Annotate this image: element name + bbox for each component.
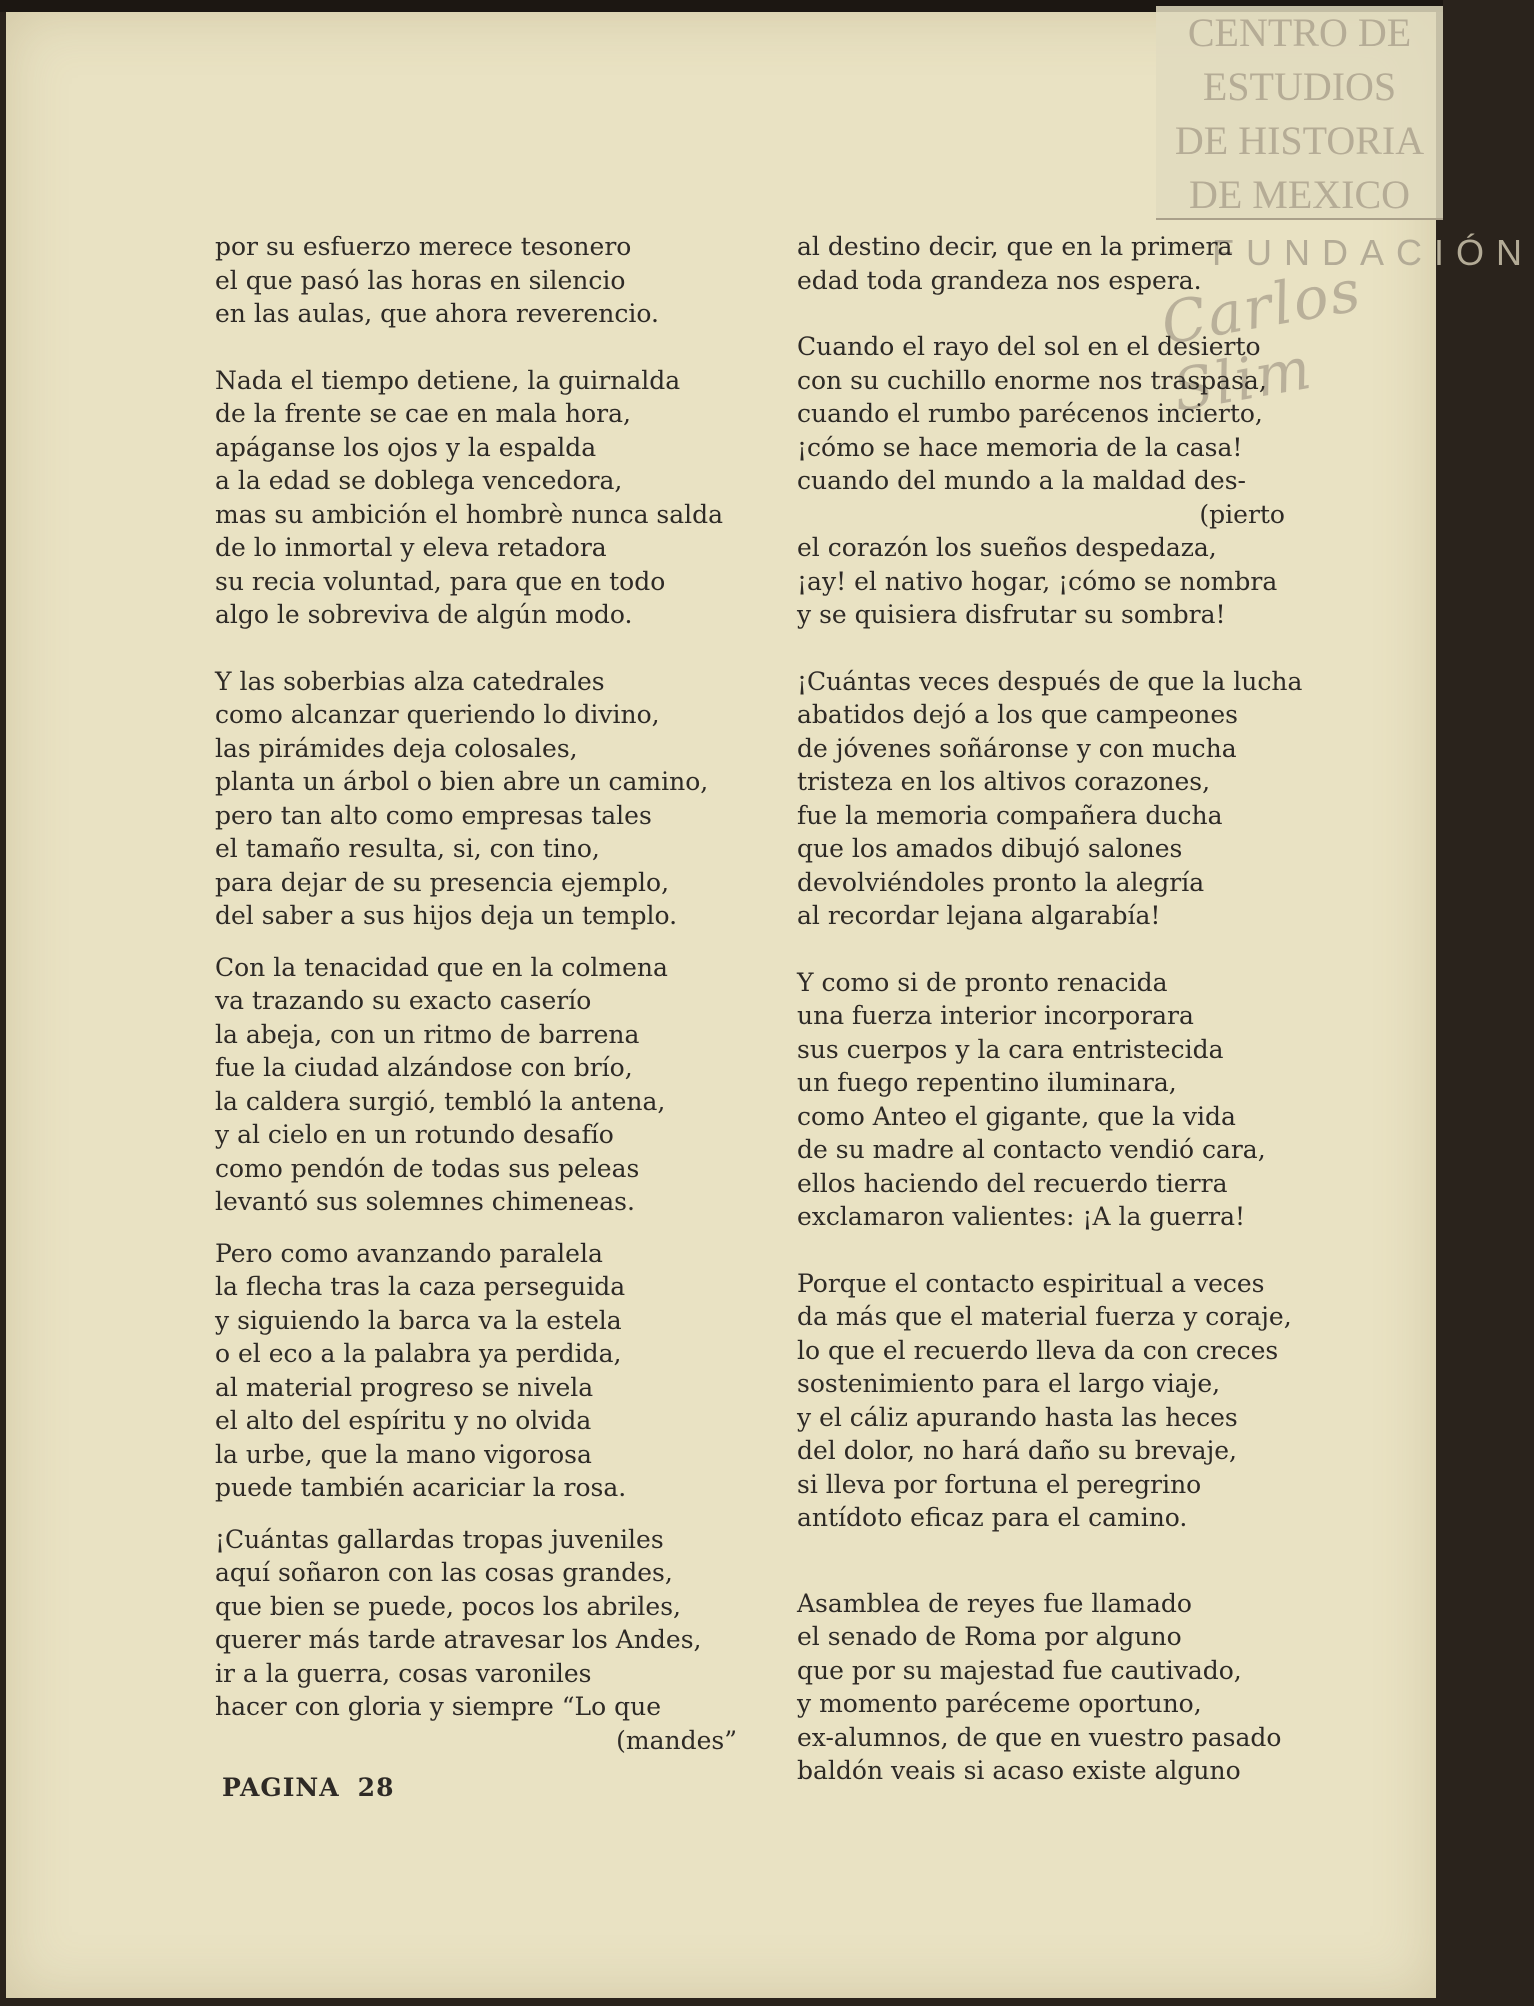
verse-line: que los amados dibujó salones (797, 834, 1183, 863)
verse-line: y al cielo en un rotundo desafío (215, 1120, 614, 1149)
verse-line: tristeza en los altivos corazones, (797, 767, 1211, 796)
verse-line: del dolor, no hará daño su brevaje, (797, 1436, 1238, 1465)
verse-line: o el eco a la palabra ya perdida, (215, 1339, 622, 1368)
verse-line: hacer con gloria y siempre “Lo que (215, 1692, 662, 1721)
verse-line: al recordar lejana algarabía! (797, 901, 1161, 930)
verse-line: cuando del mundo a la maldad des- (797, 466, 1246, 495)
verse-line: del saber a sus hijos deja un templo. (215, 901, 678, 930)
verse-line: antídoto eficaz para el camino. (797, 1503, 1188, 1532)
verse-line: y se quisiera disfrutar su sombra! (797, 600, 1226, 629)
verse-line: de lo inmortal y eleva retadora (215, 533, 607, 562)
verse-line: por su esfuerzo merece tesonero (215, 232, 632, 261)
verse-line: ¡Cuántas gallardas tropas juveniles (215, 1524, 664, 1554)
verse-line: como alcanzar queriendo lo divino, (215, 700, 660, 729)
verse-line-continuation: (pierto (1199, 499, 1285, 529)
verse-line: la caldera surgió, tembló la antena, (215, 1086, 666, 1116)
verse-line: y momento paréceme oportuno, (797, 1689, 1202, 1718)
verse-line: Y como si de pronto renacida (797, 967, 1168, 997)
verse-line: la abeja, con un ritmo de barrena (215, 1019, 640, 1049)
right-column (797, 230, 1357, 1788)
verse-line: va trazando su exacto caserío (215, 986, 592, 1015)
verse-line: ellos haciendo del recuerdo tierra (797, 1168, 1228, 1198)
verse-line: aquí soñaron con las cosas grandes, (215, 1558, 673, 1587)
stanza (797, 330, 1357, 632)
verse-line: pero tan alto como empresas tales (215, 800, 652, 830)
verse-line: una fuerza interior incorporara (797, 1001, 1194, 1030)
watermark-line: CENTRO DE (1187, 10, 1412, 55)
verse-line: lo que el recuerdo lleva da con creces (797, 1335, 1279, 1365)
page-label: PAGINA (222, 1773, 340, 1802)
verse-line: baldón veais si acaso existe alguno (797, 1756, 1241, 1785)
verse-line: Con la tenacidad que en la colmena (215, 952, 668, 982)
watermark-line: DE MEXICO (1188, 172, 1411, 217)
verse-line: Pero como avanzando paralela (215, 1238, 603, 1268)
verse-line: ¡ay! el nativo hogar, ¡cómo se nombra (797, 566, 1278, 596)
verse-line: a la edad se doblega vencedora, (215, 466, 623, 495)
watermark-line: ESTUDIOS (1202, 64, 1397, 109)
stanza (797, 665, 1357, 933)
verse-line: al destino decir, que en la primera (797, 232, 1233, 261)
stanza (215, 364, 775, 632)
verse-line: ir a la guerra, cosas varoniles (215, 1658, 592, 1688)
verse-line: el corazón los sueños despedaza, (797, 533, 1217, 562)
verse-line: la urbe, que la mano vigorosa (215, 1439, 592, 1469)
verse-line: de jóvenes soñáronse y con mucha (797, 733, 1237, 763)
stanza (215, 1237, 775, 1505)
verse-line: y siguiendo la barca va la estela (215, 1305, 622, 1335)
verse-line: Y las soberbias alza catedrales (215, 666, 605, 696)
stanza (797, 966, 1357, 1234)
verse-line: Asamblea de reyes fue llamado (797, 1588, 1192, 1618)
verse-line: Cuando el rayo del sol en el desierto (797, 332, 1261, 361)
verse-line: algo le sobreviva de algún modo. (215, 600, 633, 629)
verse-line: con su cuchillo enorme nos traspasa, (797, 365, 1267, 395)
verse-line: exclamaron valientes: ¡A la guerra! (797, 1202, 1246, 1231)
stanza (215, 1523, 775, 1758)
stanza (797, 230, 1357, 297)
stanza (215, 951, 775, 1219)
stanza (215, 665, 775, 933)
signature-watermark: Carlos Slim (1156, 255, 1367, 425)
verse-line: da más que el material fuerza y coraje, (797, 1302, 1292, 1331)
verse-line: como pendón de todas sus peleas (215, 1153, 640, 1183)
verse-line: ¡Cuántas veces después de que la lucha (797, 666, 1303, 696)
verse-line: que por su majestad fue cautivado, (797, 1655, 1242, 1685)
verse-line: como Anteo el gigante, que la vida (797, 1101, 1236, 1131)
verse-line: levantó sus solemnes chimeneas. (215, 1187, 635, 1216)
verse-line: querer más tarde atravesar los Andes, (215, 1625, 702, 1654)
verse-line: el alto del espíritu y no olvida (215, 1406, 592, 1435)
verse-line: edad toda grandeza nos espera. (797, 265, 1202, 295)
verse-line: Porque el contacto espiritual a veces (797, 1268, 1265, 1298)
stanza (215, 230, 775, 331)
page-number: 28 (357, 1773, 395, 1802)
verse-line: de su madre al contacto vendió cara, (797, 1135, 1266, 1164)
foundation-watermark: FUNDACIÓN (1212, 232, 1534, 273)
verse-line: si lleva por fortuna el peregrino (797, 1469, 1202, 1499)
stanza (797, 1267, 1357, 1535)
verse-line: sostenimiento para el largo viaje, (797, 1369, 1221, 1398)
page-footer (222, 1773, 394, 1802)
verse-line: para dejar de su presencia ejemplo, (215, 867, 670, 897)
verse-line: las pirámides deja colosales, (215, 733, 578, 763)
verse-line: puede también acariciar la rosa. (215, 1473, 627, 1502)
verse-line: sus cuerpos y la cara entristecida (797, 1034, 1224, 1064)
verse-line-continuation: (mandes” (616, 1725, 737, 1755)
verse-line: fue la ciudad alzándose con brío, (215, 1053, 633, 1082)
verse-line: abatidos dejó a los que campeones (797, 700, 1238, 729)
verse-line: de la frente se cae en mala hora, (215, 399, 631, 428)
verse-line: apáganse los ojos y la espalda (215, 432, 597, 462)
verse-line: que bien se puede, pocos los abriles, (215, 1591, 681, 1621)
verse-line: cuando el rumbo parécenos incierto, (797, 399, 1263, 428)
verse-line: Nada el tiempo detiene, la guirnalda (215, 365, 681, 395)
verse-line: su recia voluntad, para que en todo (215, 566, 666, 596)
verse-line: el tamaño resulta, si, con tino, (215, 834, 600, 863)
verse-line: fue la memoria compañera ducha (797, 800, 1223, 830)
verse-line: un fuego repentino iluminara, (797, 1068, 1177, 1097)
verse-line: al material progreso se nivela (215, 1372, 594, 1402)
verse-line: planta un árbol o bien abre un camino, (215, 767, 709, 796)
archive-watermark (1156, 6, 1443, 220)
verse-line: devolviéndoles pronto la alegría (797, 867, 1205, 897)
verse-line: ¡cómo se hace memoria de la casa! (797, 432, 1243, 462)
stanza (797, 1587, 1357, 1788)
verse-line: mas su ambición el hombrè nunca salda (215, 499, 724, 529)
verse-line: ex-alumnos, de que en vuestro pasado (797, 1722, 1282, 1752)
verse-line: y el cáliz apurando hasta las heces (797, 1402, 1238, 1432)
verse-line: el senado de Roma por alguno (797, 1622, 1182, 1651)
verse-line: en las aulas, que ahora reverencio. (215, 299, 659, 328)
left-column (215, 230, 775, 1757)
watermark-line: DE HISTORIA (1174, 118, 1425, 163)
verse-line: la flecha tras la caza perseguida (215, 1272, 626, 1301)
verse-line: el que pasó las horas en silencio (215, 265, 626, 295)
